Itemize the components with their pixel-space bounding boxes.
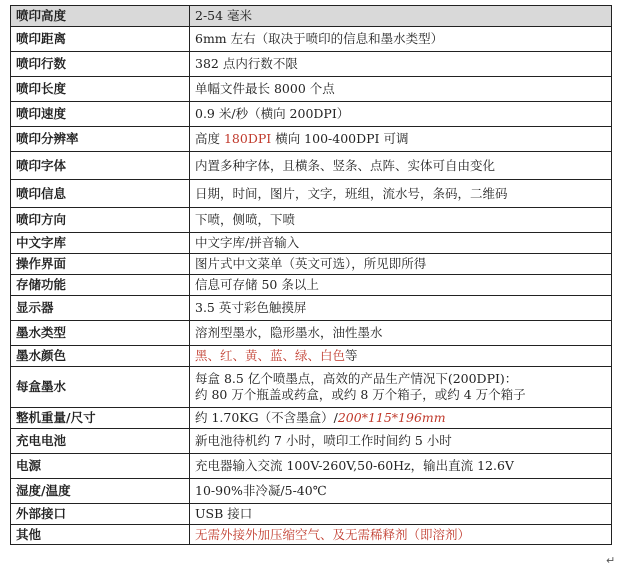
table-row bbox=[11, 152, 612, 180]
spec-value: 下喷，侧喷，下喷 bbox=[190, 208, 612, 233]
table-row bbox=[11, 208, 612, 233]
paragraph-mark: ↵ bbox=[606, 554, 616, 567]
spec-value: 信息可存储 50 条以上 bbox=[190, 275, 612, 296]
table-row bbox=[11, 429, 612, 454]
table-row bbox=[11, 454, 612, 479]
table-row bbox=[11, 296, 612, 321]
table-row bbox=[11, 504, 612, 525]
spec-key: 喷印信息 bbox=[11, 180, 190, 208]
spec-key: 整机重量/尺寸 bbox=[11, 408, 190, 429]
table-row bbox=[11, 233, 612, 254]
table-row bbox=[11, 275, 612, 296]
value-text: 高度 bbox=[195, 131, 224, 146]
spec-key: 显示器 bbox=[11, 296, 190, 321]
highlight-text: 180DPI bbox=[223, 131, 272, 146]
table-row bbox=[11, 77, 612, 102]
spec-key: 墨水类型 bbox=[11, 321, 190, 346]
table-row bbox=[11, 127, 612, 152]
spec-value: 中文字库/拼音输入 bbox=[190, 233, 612, 254]
value-text: 约 1.70KG（不含墨盒）/ bbox=[195, 410, 338, 425]
spec-key: 操作界面 bbox=[11, 254, 190, 275]
spec-value: 日期，时间，图片，文字，班组，流水号，条码，二维码 bbox=[190, 180, 612, 208]
table-row bbox=[11, 254, 612, 275]
spec-value bbox=[190, 408, 612, 429]
table-row bbox=[11, 6, 612, 27]
spec-value: 新电池待机约 7 小时，喷印工作时间约 5 小时 bbox=[190, 429, 612, 454]
spec-key: 湿度/温度 bbox=[11, 479, 190, 504]
spec-value: 单幅文件最长 8000 个点 bbox=[190, 77, 612, 102]
table-row bbox=[11, 52, 612, 77]
spec-key: 喷印字体 bbox=[11, 152, 190, 180]
spec-key: 中文字库 bbox=[11, 233, 190, 254]
value-text: 横向 100-400DPI 可调 bbox=[271, 131, 409, 146]
spec-value: 2-54 毫米 bbox=[190, 6, 612, 27]
spec-key: 每盒墨水 bbox=[11, 367, 190, 408]
table-row bbox=[11, 525, 612, 545]
value-text: 等 bbox=[345, 348, 358, 363]
spec-key: 喷印行数 bbox=[11, 52, 190, 77]
table-row bbox=[11, 27, 612, 52]
spec-key: 喷印高度 bbox=[11, 6, 190, 27]
spec-value bbox=[190, 346, 612, 367]
spec-sheet bbox=[10, 5, 612, 545]
spec-value: 图片式中文菜单（英文可选），所见即所得 bbox=[190, 254, 612, 275]
spec-key: 外部接口 bbox=[11, 504, 190, 525]
table-row bbox=[11, 102, 612, 127]
spec-value bbox=[190, 127, 612, 152]
table-row bbox=[11, 346, 612, 367]
spec-key: 其他 bbox=[11, 525, 190, 545]
table-row bbox=[11, 367, 612, 408]
spec-key: 喷印速度 bbox=[11, 102, 190, 127]
spec-key: 喷印距离 bbox=[11, 27, 190, 52]
spec-value bbox=[190, 367, 612, 408]
spec-table bbox=[10, 5, 612, 545]
table-row bbox=[11, 408, 612, 429]
table-row bbox=[11, 180, 612, 208]
spec-value: 6mm 左右（取决于喷印的信息和墨水类型） bbox=[190, 27, 612, 52]
spec-value: 3.5 英寸彩色触摸屏 bbox=[190, 296, 612, 321]
spec-value: 0.9 米/秒（横向 200DPI） bbox=[190, 102, 612, 127]
table-row bbox=[11, 479, 612, 504]
spec-value bbox=[190, 525, 612, 545]
spec-key: 喷印长度 bbox=[11, 77, 190, 102]
highlight-text: 黑、红、黄、蓝、绿、白色 bbox=[195, 348, 346, 363]
spec-value: 内置多种字体，且横条、竖条、点阵、实体可自由变化 bbox=[190, 152, 612, 180]
spec-value: 充电器输入交流 100V-260V,50-60Hz，输出直流 12.6V bbox=[190, 454, 612, 479]
spec-key: 电源 bbox=[11, 454, 190, 479]
spec-key: 充电电池 bbox=[11, 429, 190, 454]
spec-key: 喷印分辨率 bbox=[11, 127, 190, 152]
spec-key: 存储功能 bbox=[11, 275, 190, 296]
spec-key: 喷印方向 bbox=[11, 208, 190, 233]
table-row bbox=[11, 321, 612, 346]
spec-value: 溶剂型墨水，隐形墨水，油性墨水 bbox=[190, 321, 612, 346]
spec-value: 10-90%非冷凝/5-40℃ bbox=[190, 479, 612, 504]
value-line: 约 80 万个瓶盖或药盒，或约 8 万个箱子，或约 4 万个箱子 bbox=[195, 387, 526, 402]
highlight-text: 200*115*196mm bbox=[337, 410, 446, 425]
spec-value: 382 点内行数不限 bbox=[190, 52, 612, 77]
spec-key: 墨水颜色 bbox=[11, 346, 190, 367]
value-line: 每盒 8.5 亿个喷墨点，高效的产品生产情况下(200DPI)： bbox=[195, 371, 518, 386]
spec-value: USB 接口 bbox=[190, 504, 612, 525]
highlight-text: 无需外接外加压缩空气、及无需稀释剂（即溶剂） bbox=[195, 526, 471, 542]
